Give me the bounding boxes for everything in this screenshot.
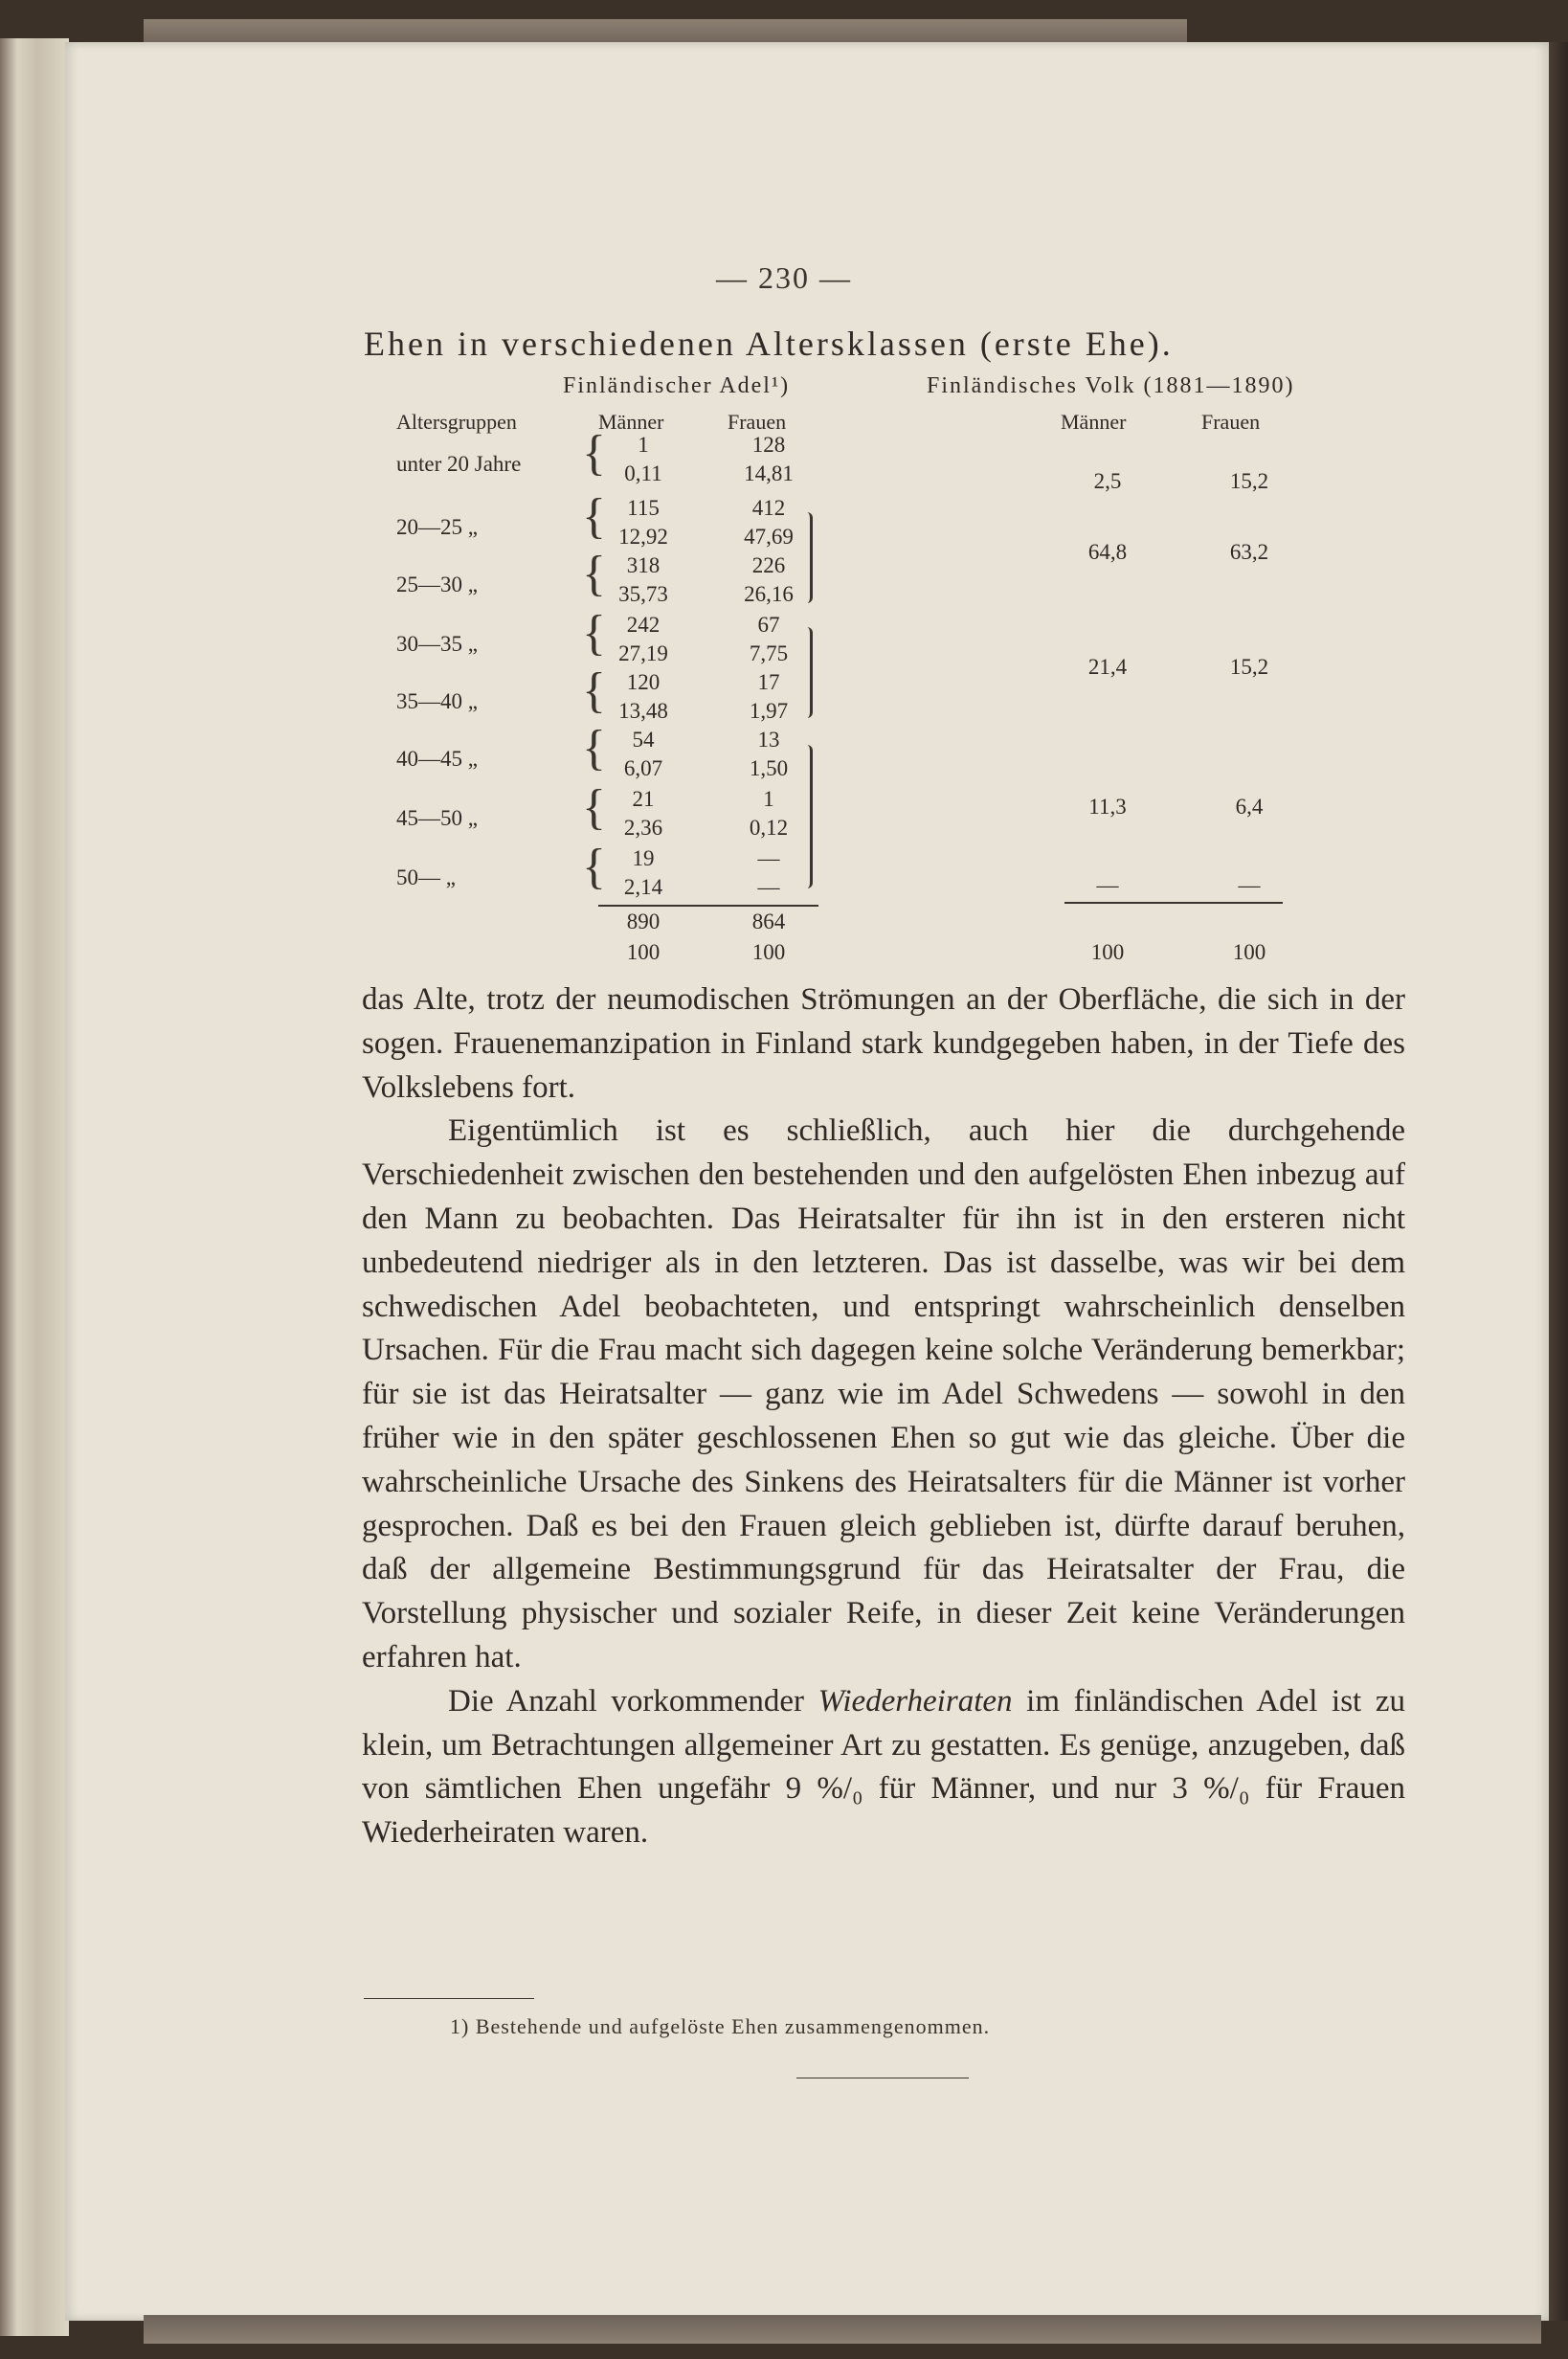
volk-total-maenner: 100	[1090, 940, 1125, 964]
adel-cell-f-pct: 47,69	[744, 525, 794, 549]
adel-cell-f-abs: —	[757, 846, 780, 870]
adel-cell-m-abs: 19	[632, 846, 655, 870]
paragraph-3-end: im finländischen Adel ist zu klein, um Betrachtungen allgemeiner Art zu gestatten. Es genüge, anzugeben, daß von sämtlichen Ehen ungefähr 9 %/₀ für Männer, und nur 3 %/₀ für Frauen Wiederheiraten waren.	[362, 1683, 1405, 1851]
adel-cell-f-pct: 1,97	[749, 699, 789, 723]
adel-cell-m-abs: 242	[626, 613, 661, 637]
adel-cell-m-abs: 21	[632, 787, 655, 811]
adel-cell-f-pct: 26,16	[744, 582, 794, 606]
row-label: 35—40 „	[396, 689, 478, 713]
adel-cell-m-abs: 115	[627, 496, 660, 520]
volk-maenner-1: 64,8	[1087, 540, 1128, 564]
table-title: Ehen in verschiedenen Altersklassen (erste Ehe).	[364, 325, 1174, 363]
adel-cell-f-pct: 1,50	[749, 756, 789, 780]
row-label: 30—35 „	[396, 632, 478, 656]
total-maenner-pct: 100	[626, 940, 661, 964]
row-label: 50— „	[396, 865, 456, 889]
total-frauen-pct: 100	[751, 940, 786, 964]
volk-frauen-2: 15,2	[1229, 655, 1269, 679]
adel-cell-m-pct: 0,11	[624, 461, 662, 485]
volk-maenner-4: —	[1096, 873, 1119, 897]
row-brace: {	[582, 840, 606, 894]
adel-cell-f-abs: 412	[751, 496, 786, 520]
volk-maenner-2: 21,4	[1087, 655, 1128, 679]
adel-cell-m-abs: 1	[638, 433, 649, 457]
row-brace: {	[582, 606, 606, 661]
row-label: 20—25 „	[396, 515, 478, 539]
adel-cell-m-abs: 54	[632, 728, 655, 752]
adel-cell-m-pct: 12,92	[618, 525, 668, 549]
footnote: 1) Bestehende und aufgelöste Ehen zusammengenommen.	[450, 2014, 991, 2038]
paragraph-3-emphasis: Wiederheiraten	[818, 1683, 1013, 1719]
volk-total-frauen: 100	[1232, 940, 1266, 964]
paragraph-2: Eigentümlich ist es schließlich, auch hier die durchgehende Verschiedenheit zwischen den bestehenden und den aufgelösten Ehen inbezug auf den Mann zu beobachten. Das Heiratsalter für ihn ist in den ersteren nicht unbedeutend niedriger als in den letzteren. Das ist dasselbe, was wir bei dem schwedischen Adel beobachteten, und entspringt wahrscheinlich denselben Ursachen. Für die Frau macht sich dagegen keine solche Veränderung bemerkbar; für sie ist das Heiratsalter — ganz wie im Adel Schwedens — sowohl in den früher wie in den später geschlossenen Ehen so gut wie das gleiche. Über die wahrscheinliche Ursache des Sinkens des Heiratsalters für die Männer ist vorher gesprochen. Daß es bei den Frauen gleich geblieben ist, dürfte darauf beruhen, daß der allgemeine Bestimmungsgrund für das Heiratsalter der Frau, die Vorstellung physischer und sozialer Reife, in dieser Zeit keine Veränderungen erfahren hat.	[362, 1113, 1405, 1674]
bracket-adel-30-40	[804, 627, 813, 718]
col-header-age: Altersgruppen	[396, 410, 517, 434]
adel-cell-m-pct: 27,19	[618, 641, 668, 665]
row-brace: {	[582, 426, 606, 481]
col-header-volk-maenner: Männer	[1061, 410, 1127, 434]
col-header-volk-frauen: Frauen	[1201, 410, 1261, 434]
bracket-adel-40-plus	[804, 745, 813, 888]
page-stack-edge	[0, 38, 69, 2336]
col-header-adel-frauen: Frauen	[728, 410, 787, 434]
adel-cell-m-pct: 6,07	[623, 756, 663, 780]
adel-cell-f-abs: 67	[757, 613, 780, 637]
paragraph-3-start: Die Anzahl vorkommender	[448, 1683, 818, 1719]
row-brace: {	[582, 489, 606, 544]
volk-maenner-3: 11,3	[1088, 795, 1127, 819]
row-brace: {	[582, 780, 606, 835]
bracket-adel-20-30	[804, 512, 813, 603]
page-number: — 230 —	[716, 260, 852, 295]
volk-maenner-0: 2,5	[1093, 469, 1122, 493]
group-header-adel: Finländischer Adel¹)	[563, 373, 791, 398]
row-label: unter 20 Jahre	[396, 452, 522, 476]
adel-cell-f-abs: 226	[751, 553, 786, 577]
adel-cell-m-pct: 13,48	[618, 699, 668, 723]
book-bottom-edge	[144, 2315, 1541, 2344]
adel-cell-m-abs: 318	[626, 553, 661, 577]
volk-frauen-4: —	[1238, 873, 1261, 897]
footnote-rule	[364, 1998, 534, 1999]
adel-cell-f-pct: 7,75	[749, 641, 789, 665]
adel-cell-f-pct: 14,81	[744, 461, 794, 485]
total-frauen-abs: 864	[751, 910, 786, 933]
adel-cell-f-abs: 1	[763, 787, 774, 811]
volk-frauen-0: 15,2	[1229, 469, 1269, 493]
row-label: 25—30 „	[396, 573, 478, 596]
adel-cell-m-pct: 2,36	[623, 816, 663, 840]
paragraph-3	[362, 1680, 1405, 1855]
adel-cell-f-abs: 17	[757, 670, 780, 694]
adel-cell-f-pct: —	[757, 875, 780, 899]
adel-cell-m-abs: 120	[626, 670, 661, 694]
row-label: 45—50 „	[396, 806, 478, 830]
row-brace: {	[582, 721, 606, 775]
adel-cell-f-abs: 128	[751, 433, 786, 457]
volk-frauen-1: 63,2	[1229, 540, 1269, 564]
paragraph-1: das Alte, trotz der neumodischen Strömungen an der Oberfläche, die sich in der sogen. Frauenemanzipation in Finland stark kundgegeben haben, in der Tiefe des Volkslebens fort.	[362, 982, 1405, 1105]
row-label: 40—45 „	[396, 747, 478, 771]
book-right-edge	[1549, 42, 1568, 2321]
row-brace: {	[582, 547, 606, 601]
volk-frauen-3: 6,4	[1235, 795, 1264, 819]
sum-rule-adel	[598, 905, 818, 907]
adel-cell-m-pct: 2,14	[623, 875, 663, 899]
adel-cell-m-pct: 35,73	[618, 582, 668, 606]
sum-rule-volk	[1064, 902, 1283, 904]
total-maenner-abs: 890	[626, 910, 661, 933]
row-brace: {	[582, 663, 606, 718]
body-text	[362, 978, 1405, 1855]
adel-cell-f-pct: 0,12	[749, 816, 789, 840]
adel-cell-f-abs: 13	[757, 728, 780, 752]
col-header-adel-maenner: Männer	[598, 410, 664, 434]
group-header-volk: Finländisches Volk (1881—1890)	[927, 373, 1295, 398]
